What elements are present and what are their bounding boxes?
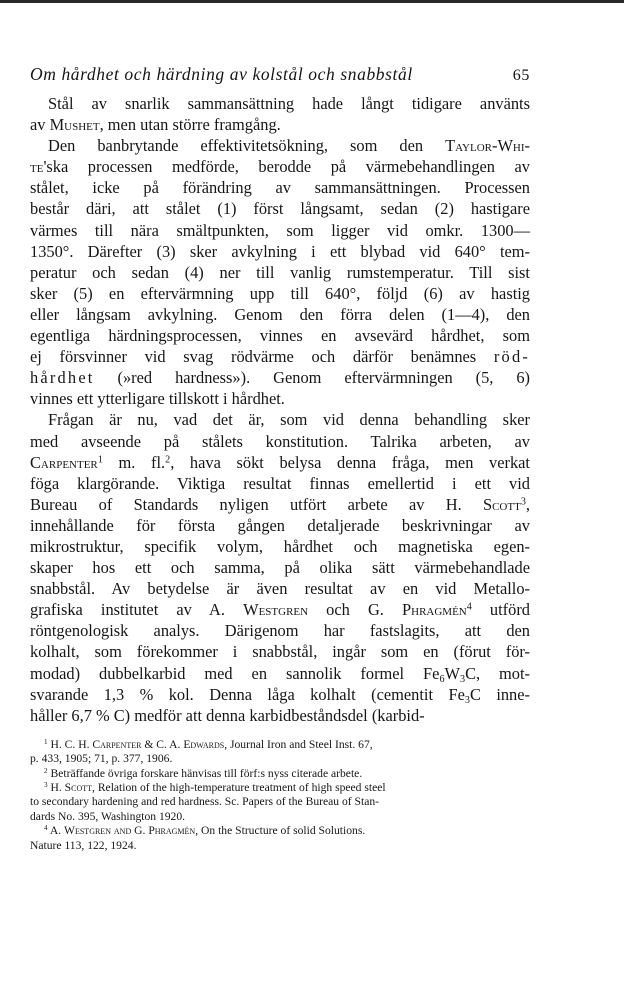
text-run: stålet, icke på förändring av sammansättningen. Processen	[30, 178, 530, 198]
text-run: & C. A.	[141, 737, 184, 751]
text-run: sker (5) en eftervärmning upp till 640°, följd (6) av hastig	[30, 283, 530, 303]
text-run: H. C. H.	[47, 737, 93, 751]
text-run: C inne-	[469, 684, 530, 704]
footnote-line	[30, 824, 530, 838]
footnote-line	[30, 781, 530, 795]
footnote-line	[30, 810, 530, 824]
text-run: eller långsam avkylning. Genom den förra delen (1—4), den	[30, 304, 530, 324]
spaced-emphasis: röd-	[493, 347, 530, 367]
text-line	[30, 473, 530, 494]
text-run: mikrostruktur, specifik volym, hårdhet och magnetiska egen-	[30, 536, 530, 556]
text-run: (»red hardness»). Genom eftervärmningen (5, 6)	[94, 368, 530, 388]
text-line	[30, 241, 530, 262]
small-caps-name: Edwards	[183, 737, 225, 751]
text-run: Den banbrytande effektivitetsökning, som den	[48, 136, 446, 156]
text-run: , Relation of the high-temperature treatment of high speed steel	[92, 781, 386, 795]
footnote	[30, 767, 530, 781]
footnote-marker: 2	[165, 454, 171, 466]
text-run: , men utan större framgång.	[99, 115, 281, 135]
text-run: består däri, att stålet (1) först långsamt, sedan (2) hastigare	[30, 199, 530, 219]
text-line	[30, 304, 530, 325]
footnote-marker: 3	[520, 496, 526, 508]
text-line	[30, 156, 530, 177]
text-line	[30, 388, 530, 409]
footnote-line	[30, 752, 530, 766]
footnote-line	[30, 738, 530, 752]
text-run: utförd	[471, 600, 530, 620]
text-run: värmes till nära smältpunkten, som ligger vid omkr. 1300—	[30, 220, 530, 240]
small-caps-name: Scott	[64, 781, 93, 795]
text-run: , Journal Iron and Steel Inst. 67,	[224, 737, 373, 751]
text-run: 'ska processen medförde, berodde på värmebehandlingen av	[43, 157, 530, 177]
text-line	[30, 536, 530, 557]
small-caps-name: Carpenter	[30, 452, 98, 472]
text-line	[30, 578, 530, 599]
spaced-emphasis: hårdhet	[30, 368, 95, 388]
text-line	[30, 663, 530, 684]
subscript: 3	[464, 694, 470, 706]
text-line	[30, 557, 530, 578]
text-run: to secondary hardening and red hardness. Sc. Papers of the Bureau of Stan-	[30, 795, 379, 809]
text-run: skaper hos ett och samma, på olika sätt värmebehandlade	[30, 558, 530, 578]
text-line	[30, 114, 530, 135]
text-run: Frågan är nu, vad det är, som vid denna behandling sker	[48, 410, 530, 430]
text-line	[30, 431, 530, 452]
footnote-line	[30, 767, 530, 781]
text-run: peratur och sedan (4) ner till vanlig rumstemperatur. Till sist	[30, 262, 530, 282]
text-run: med avseende på stålets konstitution. Talrika arbeten, av	[30, 431, 530, 451]
text-run: föga klargörande. Viktiga resultat finnas emellertid i ett vid	[30, 473, 530, 493]
text-line	[30, 452, 530, 473]
small-caps-name: Taylor-Whi-	[445, 136, 530, 156]
text-run: dards No. 395, Washington 1920.	[30, 809, 186, 823]
text-run: grafiska institutet av A.	[30, 600, 244, 620]
text-line	[30, 641, 530, 662]
small-caps-name: Carpenter	[92, 737, 142, 751]
small-caps-name: Phragmén	[402, 600, 467, 620]
footnote	[30, 738, 530, 767]
small-caps-name: and	[113, 824, 132, 838]
subscript: 6	[439, 673, 445, 685]
text-run: snabbstål. Av betydelse är även resultat av en vid Metallo-	[30, 579, 530, 599]
text-line	[30, 515, 530, 536]
text-line	[30, 684, 530, 705]
small-caps-name: Scott	[482, 494, 521, 514]
text-run: 1350°. Därefter (3) sker avkylning i ett blybad vid 640° tem-	[30, 241, 530, 261]
text-run: W	[444, 663, 460, 683]
footnote-marker: 1	[44, 737, 48, 746]
footnote-marker: 1	[97, 454, 103, 466]
text-run: modad) dubbelkarbid med en sannolik formel Fe	[30, 663, 440, 683]
text-line	[30, 494, 530, 515]
text-run: H.	[47, 781, 65, 795]
footnotes	[30, 738, 530, 853]
running-header	[30, 64, 530, 85]
text-run: kolhalt, som förekommer i snabbstål, ingår som en (förut för-	[30, 642, 530, 662]
footnote	[30, 781, 530, 824]
book-page	[30, 64, 530, 853]
running-title: Om hårdhet och härdning av kolstål och snabbstål	[30, 64, 413, 84]
text-run: , On the Structure of solid Solutions.	[195, 824, 366, 838]
text-run: A.	[47, 824, 65, 838]
small-caps-name: Phragmén	[148, 824, 196, 838]
text-line	[30, 409, 530, 430]
paragraph	[30, 93, 530, 135]
footnote-separator	[30, 733, 530, 734]
text-line	[30, 177, 530, 198]
text-line	[30, 198, 530, 219]
text-line	[30, 135, 530, 156]
text-run: ,	[525, 494, 530, 514]
text-run: och G.	[308, 600, 403, 620]
text-line	[30, 220, 530, 241]
text-run: håller 6,7 % C) medför att denna karbidbeståndsdel (karbid-	[30, 705, 425, 725]
subscript: 3	[460, 673, 466, 685]
text-run: Stål av snarlik sammansättning hade långt tidigare använts	[48, 94, 530, 113]
small-caps-name: Westgren	[64, 824, 111, 838]
text-run: innehållande för första gången detaljerade beskrivningar av	[30, 515, 530, 535]
text-run: m. fl.	[102, 452, 166, 472]
text-run: C, mot-	[465, 663, 530, 683]
text-run: Beträffande övriga forskare hänvisas till förf:s nyss citerade arbete.	[47, 766, 363, 780]
text-line	[30, 599, 530, 620]
footnote	[30, 824, 530, 853]
text-line	[30, 93, 530, 114]
text-run: Bureau of Standards nyligen utfört arbete av H.	[30, 494, 483, 514]
footnote-marker: 4	[44, 824, 48, 833]
footnote-line	[30, 839, 530, 853]
footnote-marker: 2	[44, 766, 48, 775]
text-line	[30, 705, 530, 726]
text-line	[30, 325, 530, 346]
footnote-marker: 4	[466, 601, 472, 613]
page-number: 65	[512, 67, 530, 84]
small-caps-name: Westgren	[243, 600, 309, 620]
paragraph	[30, 409, 530, 725]
small-caps-name: Mushet	[49, 115, 100, 135]
text-run: vinnes ett ytterligare tillskott i hårdhet.	[30, 389, 285, 409]
text-line	[30, 620, 530, 641]
footnote-marker: 3	[44, 781, 48, 790]
body-text	[30, 93, 530, 726]
text-run: Nature 113, 122, 1924.	[30, 838, 137, 852]
text-run: av	[30, 115, 50, 135]
paragraph	[30, 135, 530, 409]
small-caps-name: te	[30, 157, 44, 177]
text-run: röntgenologisk analys. Därigenom har fastslagits, att den	[30, 621, 530, 641]
text-run: egentliga härdningsprocessen, vinnes en avsevärd hårdhet, som	[30, 326, 530, 346]
footnote-line	[30, 795, 530, 809]
text-run: , hava sökt belysa denna fråga, men verkat	[170, 452, 530, 472]
text-run: p. 433, 1905; 71, p. 377, 1906.	[30, 752, 173, 766]
text-run: svarande 1,3 % kol. Denna låga kolhalt (cementit Fe	[30, 684, 465, 704]
text-line	[30, 367, 530, 388]
scan-top-edge	[0, 0, 624, 3]
text-run: G.	[131, 824, 149, 838]
text-line	[30, 346, 530, 367]
text-run: ej försvinner vid svag rödvärme och därför benämnes	[30, 347, 494, 367]
text-line	[30, 262, 530, 283]
text-line	[30, 283, 530, 304]
